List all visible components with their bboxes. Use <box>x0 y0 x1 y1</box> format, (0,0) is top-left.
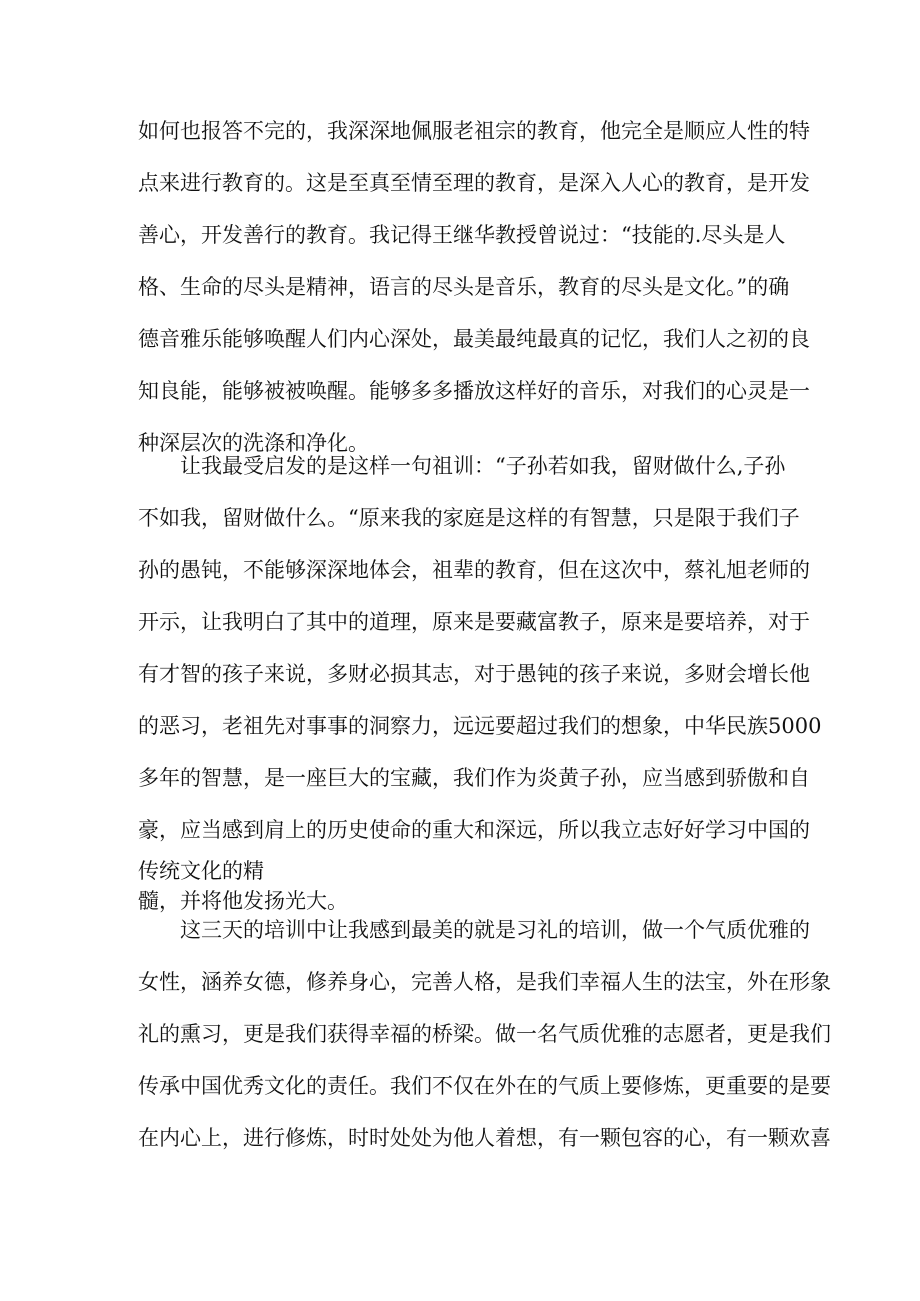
paragraph-line: 如何也报答不完的，我深深地佩服老祖宗的教育，他完全是顺应人性的特 <box>138 119 810 143</box>
paragraph-line: 有才智的孩子来说，多财必损其志，对于愚钝的孩子来说，多财会增长他 <box>138 662 810 686</box>
paragraph-line: 善心，开发善行的教育。我记得王继华教授曾说过：“技能的.尽头是人 <box>138 223 786 247</box>
paragraph-line: 不如我，留财做什么。“原来我的家庭是这样的有智慧，只是限于我们子 <box>138 506 800 530</box>
paragraph-line: 在内心上，进行修炼，时时处处为他人着想，有一颗包容的心，有一颗欢喜 <box>138 1126 831 1150</box>
paragraph-3 <box>138 904 831 1164</box>
paragraph-line: 孙的愚钝，不能够深深地体会，祖辈的教育，但在这次中，蔡礼旭老师的 <box>138 558 810 582</box>
paragraph-line: 格、生命的尽头是精神，语言的尽头是音乐，教育的尽头是文化。”的确 <box>138 275 790 299</box>
paragraph-1 <box>138 105 810 469</box>
paragraph-line: 种深层次的洗涤和净化。 <box>138 431 369 455</box>
paragraph-line: 传承中国优秀文化的责任。我们不仅在外在的气质上要修炼，更重要的是要 <box>138 1074 831 1098</box>
paragraph-line: 豪，应当感到肩上的历史使命的重大和深远，所以我立志好好学习中国的 <box>138 818 810 842</box>
paragraph-line: 多年的智慧，是一座巨大的宝藏，我们作为炎黄子孙，应当感到骄傲和自 <box>138 766 810 790</box>
paragraph-line: 髓，并将他发扬光大。 <box>138 889 348 913</box>
paragraph-line: 的恶习，老祖先对事事的洞察力，远远要超过我们的想象，中华民族5000 <box>138 714 822 738</box>
paragraph-line: 传统文化的精 <box>138 859 264 883</box>
paragraph-line: 这三天的培训中让我感到最美的就是习礼的培训，做一个气质优雅的 <box>138 918 810 942</box>
paragraph-2 <box>138 440 822 916</box>
paragraph-line: 礼的熏习，更是我们获得幸福的桥梁。做一名气质优雅的志愿者，更是我们 <box>138 1022 831 1046</box>
paragraph-line: 知良能，能够被被唤醒。能够多多播放这样好的音乐，对我们的心灵是一 <box>138 379 810 403</box>
paragraph-line: 德音雅乐能够唤醒人们内心深处，最美最纯最真的记忆，我们人之初的良 <box>138 327 810 351</box>
paragraph-line: 开示，让我明白了其中的道理，原来是要藏富教子，原来是要培养，对于 <box>138 610 810 634</box>
paragraph-line: 女性，涵养女德，修养身心，完善人格，是我们幸福人生的法宝，外在形象 <box>138 970 831 994</box>
paragraph-line: 点来进行教育的。这是至真至情至理的教育，是深入人心的教育，是开发 <box>138 171 810 195</box>
paragraph-line: 让我最受启发的是这样一句祖训：“子孙若如我，留财做什么,子孙 <box>138 454 786 478</box>
